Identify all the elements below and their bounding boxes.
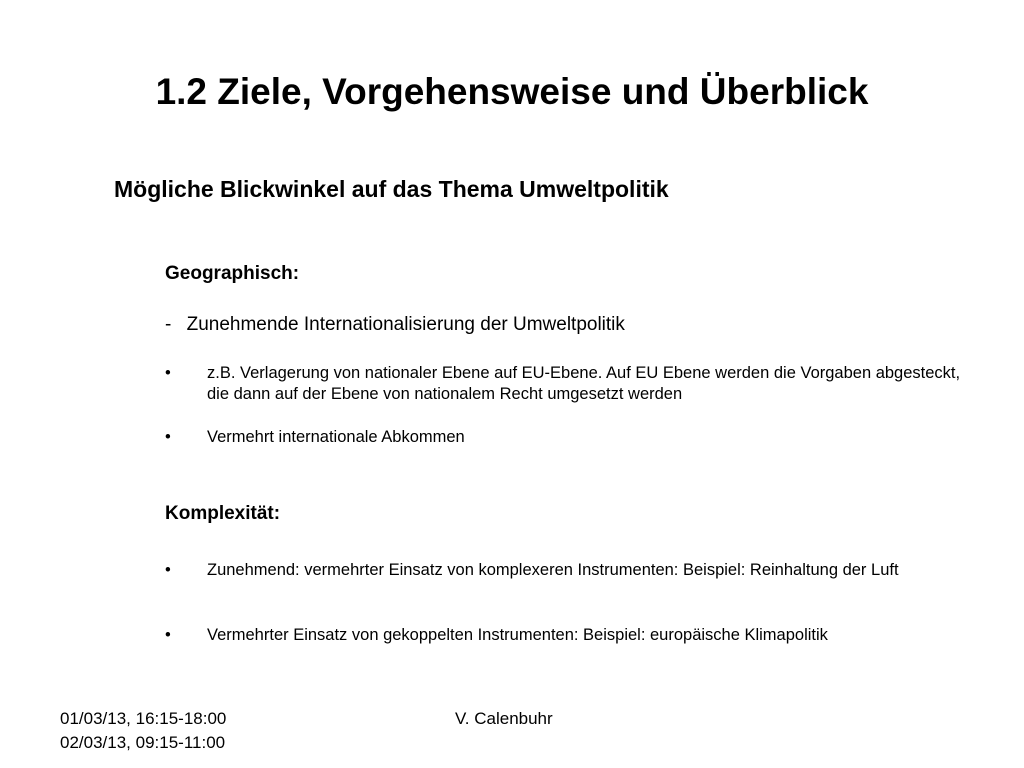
footer-author: V. Calenbuhr	[455, 709, 553, 728]
bullet-icon: •	[165, 561, 171, 579]
section-heading-geographisch: Geographisch:	[165, 263, 300, 284]
bullet-icon: •	[165, 364, 171, 382]
dash-item-text: Zunehmende Internationalisierung der Umweltpolitik	[186, 314, 625, 335]
bullet-item	[165, 427, 985, 448]
slide-title: 1.2 Ziele, Vorgehensweise und Überblick	[155, 71, 869, 112]
footer-date-line: 01/03/13, 16:15-18:00	[60, 709, 227, 728]
footer-date-line: 02/03/13, 09:15-11:00	[60, 733, 226, 752]
slide-subtitle: Mögliche Blickwinkel auf das Thema Umweltpolitik	[114, 176, 669, 202]
bullet-item	[165, 625, 985, 646]
section-heading-komplexitaet: Komplexität:	[165, 503, 281, 524]
bullet-text: Vermehrt internationale Abkommen	[207, 428, 465, 446]
bullet-icon: •	[165, 626, 171, 644]
dash-item	[165, 312, 625, 338]
bullet-item	[165, 560, 985, 581]
bullet-text: Zunehmend: vermehrter Einsatz von komplexeren Instrumenten: Beispiel: Reinhaltung der Luft	[207, 561, 899, 579]
bullet-icon: •	[165, 428, 171, 446]
bullet-text: Vermehrter Einsatz von gekoppelten Instrumenten: Beispiel: europäische Klimapolitik	[207, 626, 828, 644]
bullet-item	[165, 363, 985, 405]
footer-dates	[60, 707, 226, 755]
dash-glyph: -	[165, 314, 172, 335]
bullet-text: z.B. Verlagerung von nationaler Ebene auf EU-Ebene. Auf EU Ebene werden die Vorgaben abgesteckt, die dann auf der Ebene von nationalem Recht umgesetzt werden	[207, 364, 961, 403]
